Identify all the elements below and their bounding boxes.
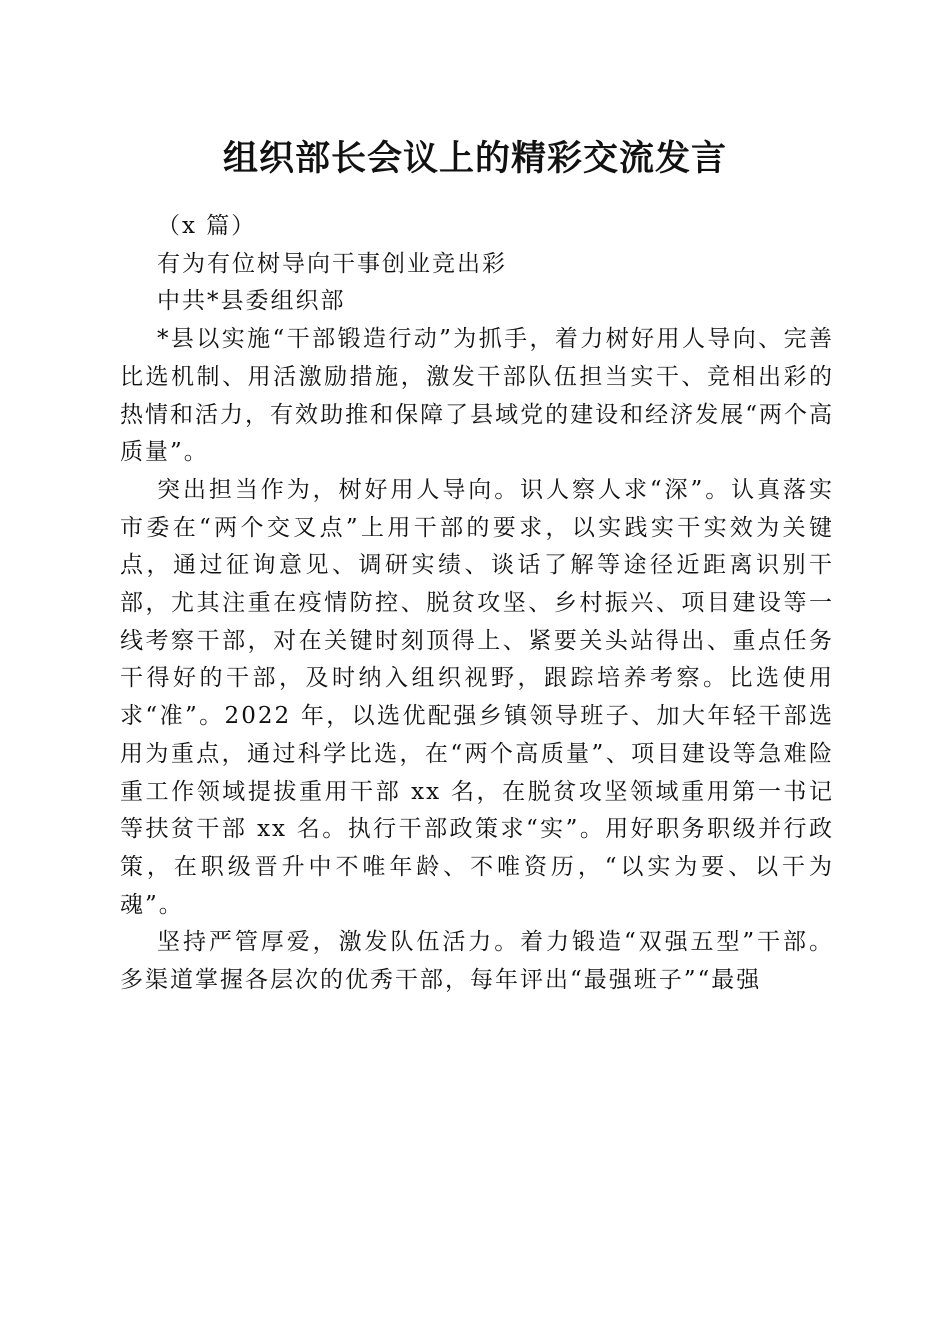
article-count-note: （x 篇） (157, 213, 257, 239)
body-paragraph-section-1: 突出担当作为，树好用人导向。识人察人求“深”。认真落实市委在“两个交叉点”上用干部的要求，以实践实干实效为关键点，通过征询意见、调研实绩、谈话了解等途径近距离识别干部，尤其注重在疫情防控、脱贫攻坚、乡村振兴、项目建设等一线考察干部，对在关键时刻顶得上、紧要关头站得出、重点任务干得好的干部，及时纳入组织视野，跟踪培养考察。比选使用求“准”。2022 年，以选优配强乡镇领导班子、加大年轻干部选用为重点，通过科学比选，在“两个高质量”、项目建设等急难险重工作领域提拔重用干部 xx 名，在脱贫攻坚领域重用第一书记等扶贫干部 xx 名。执行干部政策求“实”。用好职务职级并行政策，在职级晋升中不唯年龄、不唯资历，“以实为要、以干为魂”。 (120, 476, 834, 918)
document-body (120, 208, 834, 1000)
body-paragraph-section-2: 坚持严管厚爱，激发队伍活力。着力锻造“双强五型”干部。多渠道掌握各层次的优秀干部，每年评出“最强班子”“最强 (120, 929, 834, 994)
author-organization: 中共*县委组织部 (157, 288, 346, 315)
document-title: 组织部长会议上的精彩交流发言 (222, 138, 727, 179)
subtitle: 有为有位树导向干事创业竞出彩 (157, 250, 507, 277)
body-paragraph-intro: *县以实施“干部锻造行动”为抓手，着力树好用人导向、完善比选机制、用活激励措施，激发干部队伍担当实干、竞相出彩的热情和活力，有效助推和保障了县域党的建设和经济发展“两个高质量”。 (120, 326, 834, 466)
